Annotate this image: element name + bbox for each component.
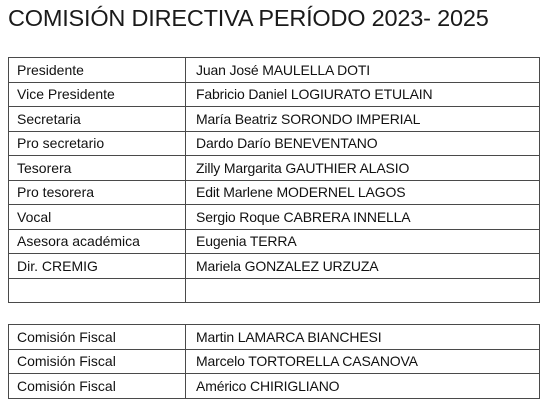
table-row — [9, 254, 540, 279]
role-cell: Pro tesorera — [9, 180, 186, 205]
table-row — [9, 349, 540, 374]
member-name-cell: Sergio Roque CABRERA INNELLA — [186, 205, 540, 230]
table-row-empty — [9, 278, 540, 303]
role-cell: Secretaria — [9, 107, 186, 132]
member-name-cell — [186, 278, 540, 303]
member-name-cell: Fabricio Daniel LOGIURATO ETULAIN — [186, 82, 540, 107]
directiva-table — [8, 57, 540, 303]
member-name-cell: Edit Marlene MODERNEL LAGOS — [186, 180, 540, 205]
page-title: COMISIÓN DIRECTIVA PERÍODO 2023- 2025 — [8, 5, 489, 31]
table-row — [9, 82, 540, 107]
role-cell: Comisión Fiscal — [9, 374, 186, 399]
table-row — [9, 229, 540, 254]
role-cell — [9, 278, 186, 303]
member-name-cell: Martin LAMARCA BIANCHESI — [186, 325, 540, 350]
role-cell: Dir. CREMIG — [9, 254, 186, 279]
role-cell: Pro secretario — [9, 131, 186, 156]
member-name-cell: María Beatriz SORONDO IMPERIAL — [186, 107, 540, 132]
table-row — [9, 107, 540, 132]
table-row — [9, 180, 540, 205]
table-row — [9, 325, 540, 350]
role-cell: Comisión Fiscal — [9, 325, 186, 350]
role-cell: Vice Presidente — [9, 82, 186, 107]
table-row — [9, 374, 540, 399]
member-name-cell: Juan José MAULELLA DOTI — [186, 58, 540, 83]
role-cell: Vocal — [9, 205, 186, 230]
table-row — [9, 58, 540, 83]
member-name-cell: Américo CHIRIGLIANO — [186, 374, 540, 399]
member-name-cell: Mariela GONZALEZ URZUZA — [186, 254, 540, 279]
member-name-cell: Dardo Darío BENEVENTANO — [186, 131, 540, 156]
role-cell: Asesora académica — [9, 229, 186, 254]
member-name-cell: Zilly Margarita GAUTHIER ALASIO — [186, 156, 540, 181]
role-cell: Tesorera — [9, 156, 186, 181]
table-row — [9, 156, 540, 181]
role-cell: Presidente — [9, 58, 186, 83]
role-cell: Comisión Fiscal — [9, 349, 186, 374]
member-name-cell: Eugenia TERRA — [186, 229, 540, 254]
table-row — [9, 205, 540, 230]
member-name-cell: Marcelo TORTORELLA CASANOVA — [186, 349, 540, 374]
fiscal-table — [8, 324, 540, 399]
table-row — [9, 131, 540, 156]
